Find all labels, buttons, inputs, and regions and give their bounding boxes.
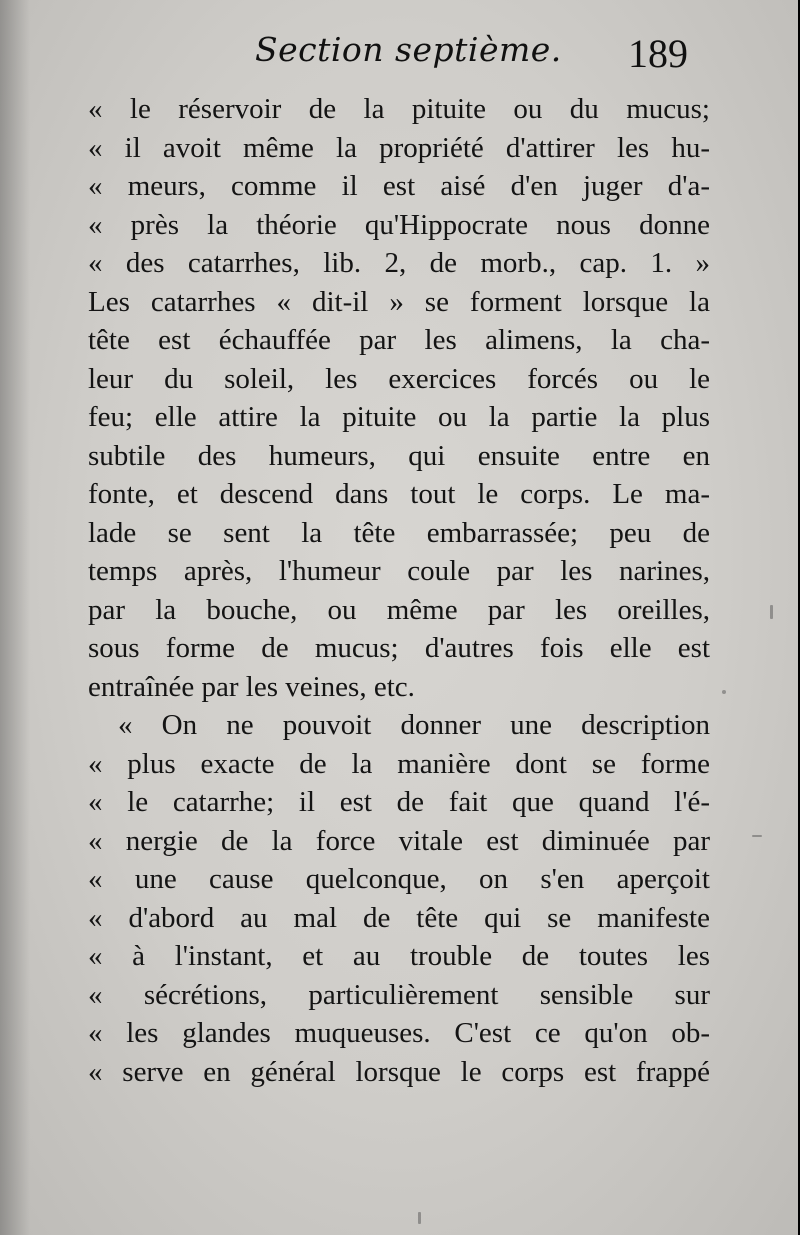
paper-speck (770, 605, 773, 619)
text-line: « près la théorie qu'Hippocrate nous donne (88, 208, 710, 241)
text-line: leur du soleil, les exercices forcés ou le (88, 362, 710, 395)
text-line: « meurs, comme il est aisé d'en juger d'a- (88, 170, 710, 202)
text-line: « serve en général lorsque le corps est frappé (88, 1055, 710, 1088)
text-line: « le réservoir de la pituite ou du mucus; (88, 93, 710, 125)
text-line: « nergie de la force vitale est diminuée par (88, 824, 710, 857)
text-line: Les catarrhes « dit-il » se forment lorsque la (88, 285, 710, 318)
text-line: « des catarrhes, lib. 2, de morb., cap. 1. » (88, 247, 710, 279)
text-line: « une cause quelconque, on s'en aperçoit (88, 863, 710, 895)
page-edge-shadow (0, 0, 30, 1235)
paper-speck (418, 1212, 421, 1224)
text-line: « le catarrhe; il est de fait que quand l'é- (88, 786, 710, 818)
text-line: subtile des humeurs, qui ensuite entre en (88, 439, 710, 472)
text-line: lade se sent la tête embarrassée; peu de (88, 516, 710, 549)
text-line: « On ne pouvoit donner une description (118, 709, 710, 741)
text-line: par la bouche, ou même par les oreilles, (88, 593, 710, 626)
paper-speck (752, 835, 762, 837)
running-head: Section septième. (255, 30, 562, 69)
text-line: entraînée par les veines, etc. (88, 670, 415, 703)
text-line: « à l'instant, et au trouble de toutes les (88, 940, 710, 972)
text-line: « sécrétions, particulièrement sensible sur (88, 978, 710, 1011)
text-line: fonte, et descend dans tout le corps. Le ma- (88, 478, 710, 510)
page-header (0, 30, 798, 80)
text-line: « les glandes muqueuses. C'est ce qu'on ob- (88, 1017, 710, 1049)
page-number: 189 (628, 31, 688, 76)
text-line: « d'abord au mal de tête qui se manifeste (88, 901, 710, 934)
body-text (88, 90, 710, 1091)
paper-speck (722, 690, 726, 694)
text-line: « plus exacte de la manière dont se forme (88, 747, 710, 780)
text-line: « il avoit même la propriété d'attirer les hu- (88, 131, 710, 164)
text-line: sous forme de mucus; d'autres fois elle est (88, 632, 710, 664)
text-line: temps après, l'humeur coule par les narines, (88, 555, 710, 587)
text-line: tête est échauffée par les alimens, la cha- (88, 324, 710, 356)
text-line: feu; elle attire la pituite ou la partie la plus (88, 401, 710, 433)
